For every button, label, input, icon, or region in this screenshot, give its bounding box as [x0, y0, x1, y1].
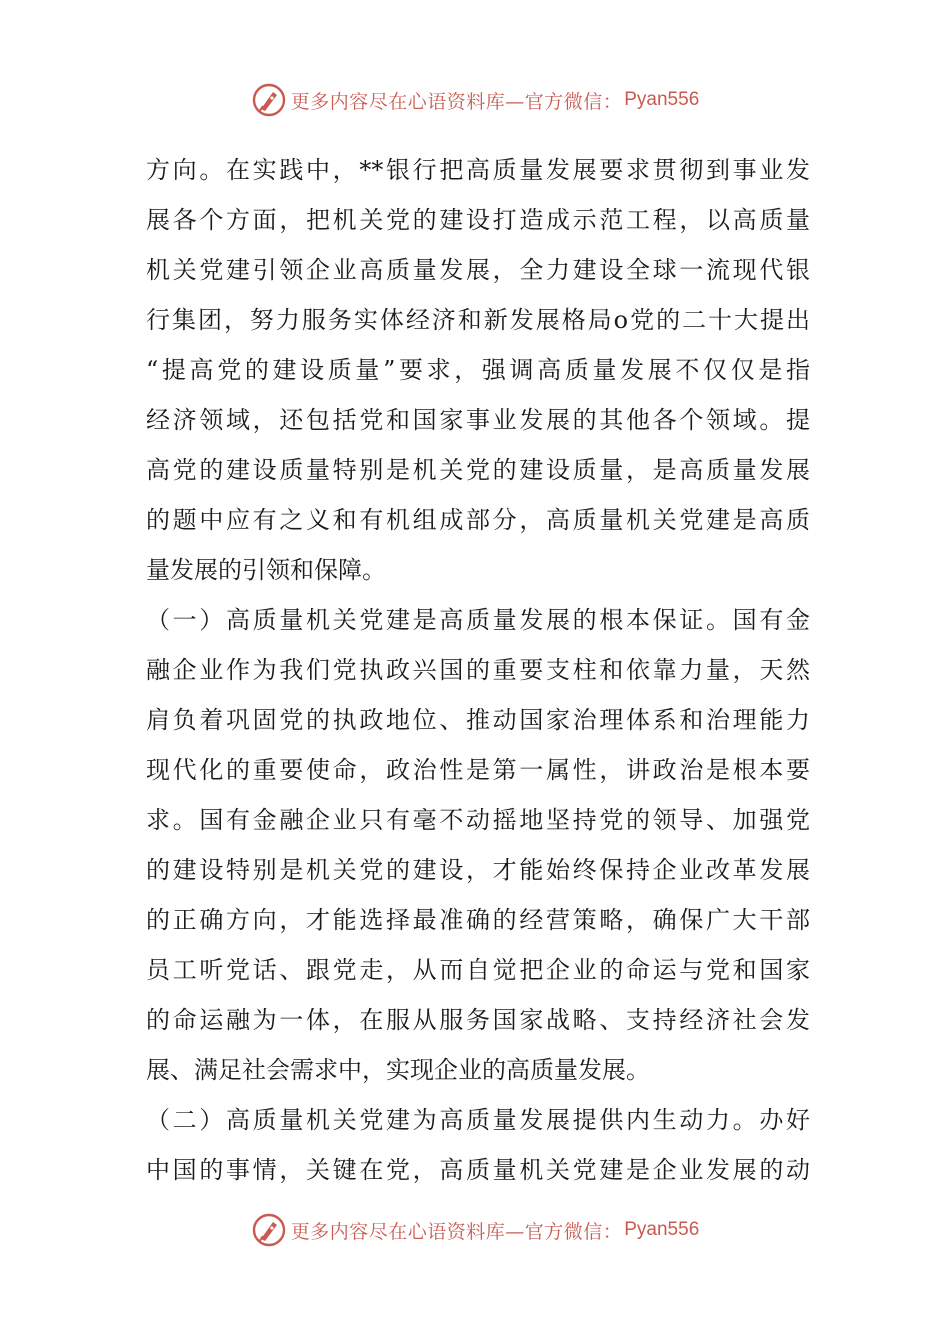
- text-line: 方向。在实践中，**银行把高质量发展要求贯彻到事业发: [146, 156, 810, 184]
- text-line: 行集团，努力服务实体经济和新发展格局o党的二十大提出: [146, 306, 810, 334]
- text-line: 现代化的重要使命，政治性是第一属性，讲政治是根本要: [146, 756, 810, 784]
- text-line: 展各个方面，把机关党的建设打造成示范工程，以高质量: [146, 206, 810, 234]
- watermark-wechat-id: Pyan556: [624, 89, 700, 110]
- text-line: 经济领域，还包括党和国家事业发展的其他各个领域。提: [146, 406, 810, 434]
- text-line: 融企业作为我们党执政兴国的重要支柱和依靠力量，天然: [146, 656, 810, 684]
- text-line: 展、满足社会需求中，实现企业的高质量发展。: [146, 1056, 650, 1084]
- text-line: 肩负着巩固党的执政地位、推动国家治理体系和治理能力: [146, 706, 810, 734]
- text-line: 的建设特别是机关党的建设，才能始终保持企业改革发展: [146, 856, 810, 884]
- text-line: “提高党的建设质量”要求，强调高质量发展不仅仅是指: [146, 356, 810, 384]
- watermark-text: 更多内容尽在心语资料库—官方微信：: [290, 1220, 623, 1243]
- pen-nib-circle-icon: [251, 1212, 287, 1248]
- document-body: [146, 145, 810, 1195]
- header-watermark: [0, 80, 950, 120]
- footer-watermark: [0, 1210, 950, 1250]
- text-line: 员工听党话、跟党走，从而自觉把企业的命运与党和国家: [146, 956, 810, 984]
- text-line: 的正确方向，才能选择最准确的经营策略，确保广大干部: [146, 906, 810, 934]
- pen-nib-circle-icon: [251, 82, 287, 118]
- watermark-wechat-id: Pyan556: [624, 1219, 700, 1240]
- text-line: 求。国有金融企业只有毫不动摇地坚持党的领导、加强党: [146, 806, 810, 834]
- text-line: 量发展的引领和保障。: [146, 556, 386, 584]
- text-line: （二）高质量机关党建为高质量发展提供内生动力。办好: [146, 1106, 810, 1134]
- watermark-text: 更多内容尽在心语资料库—官方微信：: [290, 90, 623, 113]
- text-line: 中国的事情，关键在党，高质量机关党建是企业发展的动: [146, 1156, 810, 1184]
- text-line: 的命运融为一体，在服从服务国家战略、支持经济社会发: [146, 1006, 810, 1034]
- text-line: 机关党建引领企业高质量发展，全力建设全球一流现代银: [146, 256, 810, 284]
- text-line: （一）高质量机关党建是高质量发展的根本保证。国有金: [146, 606, 810, 634]
- text-line: 的题中应有之义和有机组成部分，高质量机关党建是高质: [146, 506, 810, 534]
- text-line: 高党的建设质量特别是机关党的建设质量，是高质量发展: [146, 456, 810, 484]
